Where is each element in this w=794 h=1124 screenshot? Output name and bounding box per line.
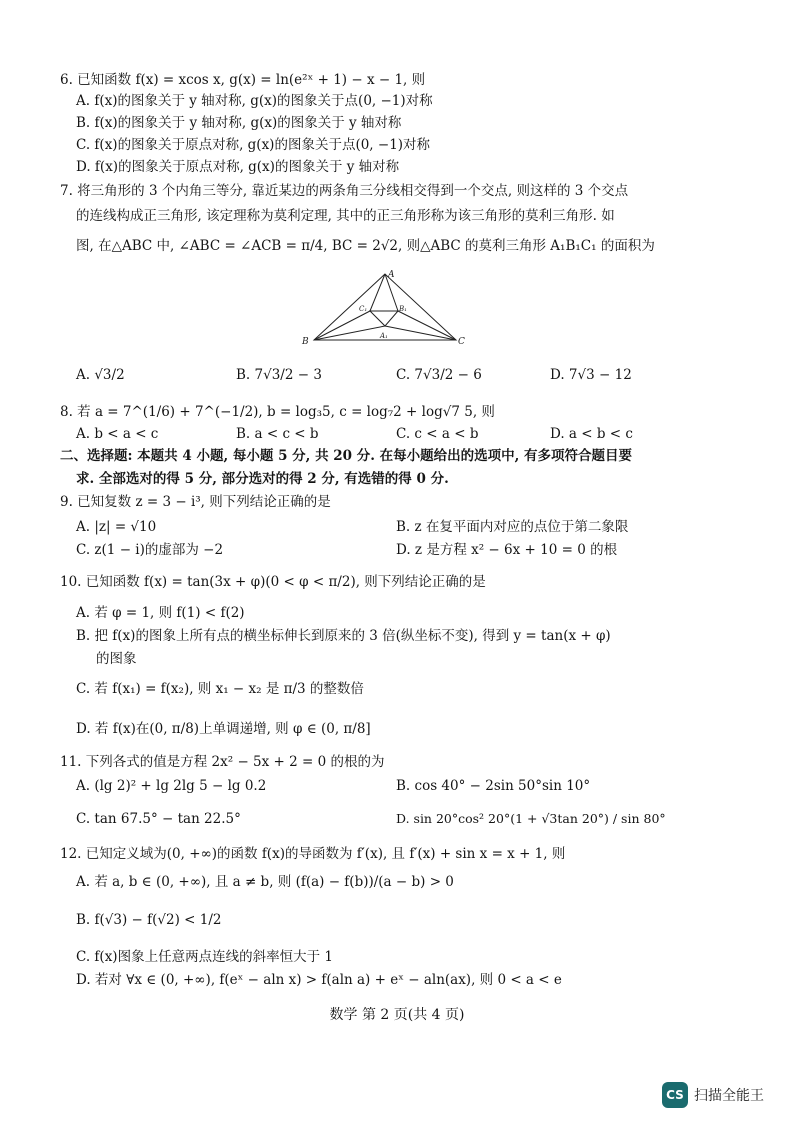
- q8-option-b: B. a < c < b: [236, 426, 319, 442]
- q11-option-a: A. (lg 2)² + lg 2lg 5 − lg 0.2: [76, 778, 267, 794]
- q10-option-b-line-1: B. 把 f(x)的图象上所有点的横坐标伸长到原来的 3 倍(纵坐标不变), 得到 y = tan(x + φ): [76, 628, 611, 644]
- triangle-abc: [314, 274, 456, 340]
- morley-triangle: [370, 311, 398, 326]
- q11-option-b: B. cos 40° − 2sin 50°sin 10°: [396, 778, 591, 794]
- q7-line-2: 的连线构成正三角形, 该定理称为莫利定理, 其中的正三角形称为该三角形的莫利三角形. 如: [76, 208, 615, 224]
- morley-triangle-figure: [300, 268, 470, 348]
- q6-option-c: C. f(x)的图象关于原点对称, g(x)的图象关于点(0, −1)对称: [76, 137, 431, 153]
- q8-option-c: C. c < a < b: [396, 426, 479, 442]
- label-a1: A₁: [380, 332, 388, 340]
- q10-option-d: D. 若 f(x)在(0, π/8)上单调递增, 则 φ ∈ (0, π/8]: [76, 721, 371, 737]
- q11-option-c: C. tan 67.5° − tan 22.5°: [76, 811, 241, 827]
- q9-option-c: C. z(1 − i)的虚部为 −2: [76, 542, 224, 558]
- label-c1: C₁: [359, 305, 368, 313]
- camscanner-badge-icon: CS: [662, 1082, 688, 1108]
- q12-option-a: A. 若 a, b ∈ (0, +∞), 且 a ≠ b, 则 (f(a) − f(b))/(a − b) > 0: [76, 874, 454, 890]
- q10-stem: 10. 已知函数 f(x) = tan(3x + φ)(0 < φ < π/2), 则下列结论正确的是: [60, 574, 486, 590]
- q6-option-a: A. f(x)的图象关于 y 轴对称, g(x)的图象关于点(0, −1)对称: [76, 93, 433, 109]
- q10-option-b-line-2: 的图象: [96, 651, 137, 667]
- q12-stem: 12. 已知定义域为(0, +∞)的函数 f(x)的导函数为 f′(x), 且 f′(x) + sin x = x + 1, 则: [60, 846, 566, 862]
- q8-stem: 8. 若 a = 7^(1/6) + 7^(−1/2), b = log₃5, c = log₇2 + log√7 5, 则: [60, 404, 495, 420]
- q7-line-1: 7. 将三角形的 3 个内角三等分, 靠近某边的两条角三分线相交得到一个交点, 则这样的 3 个交点: [60, 183, 629, 199]
- q9-option-b: B. z 在复平面内对应的点位于第二象限: [396, 519, 629, 535]
- q12-option-c: C. f(x)图象上任意两点连线的斜率恒大于 1: [76, 949, 333, 965]
- q9-option-d: D. z 是方程 x² − 6x + 10 = 0 的根: [396, 542, 618, 558]
- page-footer: 数学 第 2 页(共 4 页): [329, 1007, 465, 1023]
- q8-option-d: D. a < b < c: [550, 426, 633, 442]
- q9-stem: 9. 已知复数 z = 3 − i³, 则下列结论正确的是: [60, 494, 331, 510]
- q7-option-b: B. 7√3/2 − 3: [236, 367, 322, 383]
- q10-option-a: A. 若 φ = 1, 则 f(1) < f(2): [76, 605, 245, 621]
- q6-option-d: D. f(x)的图象关于原点对称, g(x)的图象关于 y 轴对称: [76, 159, 400, 175]
- q10-option-c: C. 若 f(x₁) = f(x₂), 则 x₁ − x₂ 是 π/3 的整数倍: [76, 681, 364, 697]
- q6-option-b: B. f(x)的图象关于 y 轴对称, g(x)的图象关于 y 轴对称: [76, 115, 402, 131]
- q7-option-a: A. √3/2: [76, 367, 125, 383]
- q9-option-a: A. |z| = √10: [76, 519, 157, 535]
- q6-stem: 6. 已知函数 f(x) = xcos x, g(x) = ln(e²ˣ + 1) − x − 1, 则: [60, 72, 426, 88]
- q11-option-d: D. sin 20°cos² 20°(1 + √3tan 20°) / sin 80°: [396, 811, 666, 826]
- q8-option-a: A. b < a < c: [76, 426, 159, 442]
- label-a: A: [388, 270, 395, 280]
- q7-line-3: 图, 在△ABC 中, ∠ABC = ∠ACB = π/4, BC = 2√2, 则△ABC 的莫利三角形 A₁B₁C₁ 的面积为: [76, 238, 655, 254]
- q12-option-b: B. f(√3) − f(√2) < 1/2: [76, 912, 222, 928]
- q12-option-d: D. 若对 ∀x ∈ (0, +∞), f(eˣ − aln x) > f(aln a) + eˣ − aln(ax), 则 0 < a < e: [76, 972, 562, 988]
- section-2-heading-line-2: 求. 全部选对的得 5 分, 部分选对的得 2 分, 有选错的得 0 分.: [76, 471, 449, 487]
- q11-stem: 11. 下列各式的值是方程 2x² − 5x + 2 = 0 的根的为: [60, 754, 385, 770]
- section-2-heading-line-1: 二、选择题: 本题共 4 小题, 每小题 5 分, 共 20 分. 在每小题给出的选项中, 有多项符合题目要: [60, 448, 633, 464]
- label-b1: B₁: [399, 305, 407, 313]
- camscanner-logo: [662, 1081, 764, 1109]
- label-c: C: [458, 337, 465, 347]
- label-b: B: [302, 337, 309, 347]
- q7-option-c: C. 7√3/2 − 6: [396, 367, 482, 383]
- camscanner-logo-text: 扫描全能王: [694, 1088, 764, 1104]
- q7-option-d: D. 7√3 − 12: [550, 367, 632, 383]
